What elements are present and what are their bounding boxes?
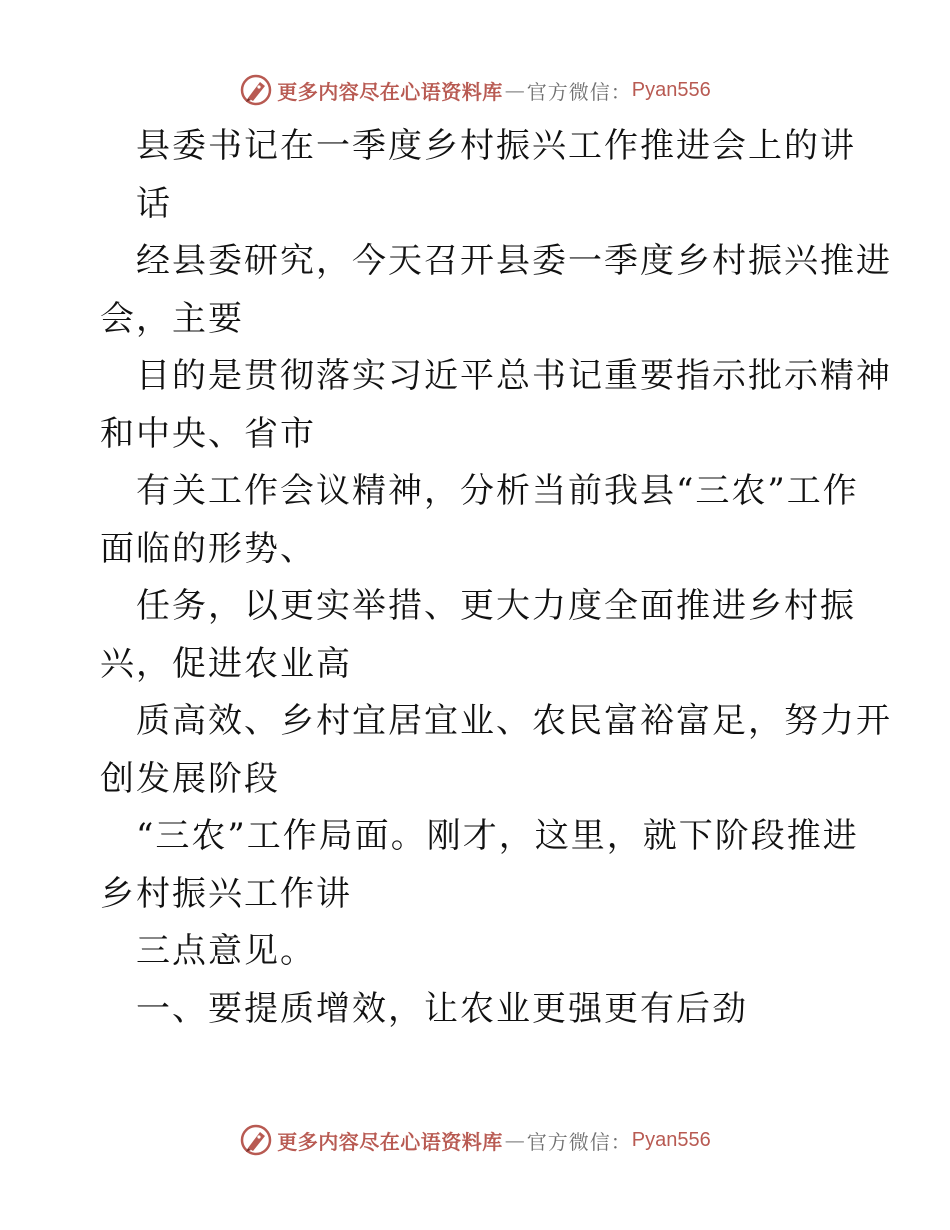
banner-site-name: 更多内容尽在心语资料库 — [277, 79, 503, 104]
document-body — [100, 118, 892, 1038]
pen-nib-logo-icon — [239, 1123, 273, 1157]
paragraph-line: 乡村振兴工作讲 — [100, 873, 352, 914]
title-line-1: 县委书记在一季度乡村振兴工作推进会上的讲 — [136, 126, 856, 166]
paragraph-line: 和中央、省市 — [100, 413, 316, 454]
paragraph-line: 面临的形势、 — [100, 528, 316, 569]
title-line-2: 话 — [136, 183, 172, 224]
header-watermark-banner — [0, 70, 950, 110]
banner-wechat-label: 官方微信： — [526, 79, 632, 104]
banner-wechat-id: Pyan556 — [631, 78, 711, 101]
paragraph-line: 兴，促进农业高 — [100, 643, 352, 684]
banner-wechat-id: Pyan556 — [631, 1128, 711, 1151]
paragraph-line: 会，主要 — [100, 298, 244, 339]
banner-wechat-label: 官方微信： — [526, 1129, 632, 1154]
footer-watermark-banner — [0, 1120, 950, 1160]
section-heading: 一、要提质增效，让农业更强更有后劲 — [136, 988, 748, 1029]
banner-dash: — — [504, 1128, 525, 1152]
paragraph-line: 经县委研究，今天召开县委一季度乡村振兴推进 — [136, 241, 892, 281]
paragraph-line: “三农”工作局面。刚才，这里，就下阶段推进 — [136, 816, 859, 856]
paragraph-line: 质高效、乡村宜居宜业、农民富裕富足，努力开 — [136, 701, 892, 741]
paragraph-line: 任务，以更实举措、更大力度全面推进乡村振 — [136, 586, 856, 626]
paragraph-line: 三点意见。 — [136, 931, 316, 971]
paragraph-line: 目的是贯彻落实习近平总书记重要指示批示精神 — [136, 356, 892, 396]
banner-dash: — — [504, 78, 525, 102]
paragraph-line: 有关工作会议精神，分析当前我县“三农”工作 — [136, 471, 859, 511]
paragraph-line: 创发展阶段 — [100, 758, 280, 799]
banner-site-name: 更多内容尽在心语资料库 — [277, 1129, 503, 1154]
pen-nib-logo-icon — [239, 73, 273, 107]
